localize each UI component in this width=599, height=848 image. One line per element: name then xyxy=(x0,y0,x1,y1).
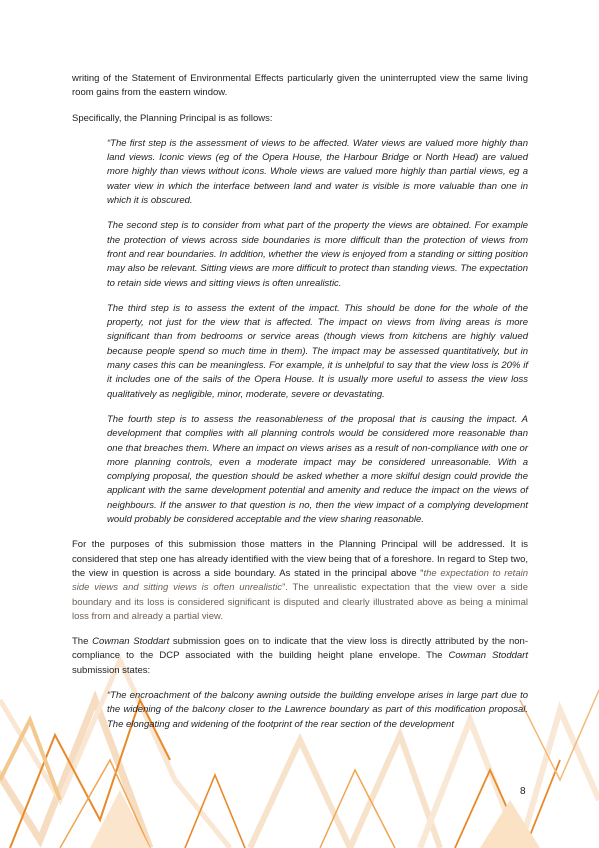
page-body xyxy=(72,72,528,732)
page-number: 8 xyxy=(520,786,526,797)
assessment-paragraph xyxy=(72,538,528,624)
assessment-text: For the purposes of this submission those matters in the Planning Principal will be addressed. It is considered that step one has already identified with the view being that of a foreshore. In regard to Step two, the view in question is across a side boundary. As stated in the principal above “ xyxy=(72,539,528,579)
quote-step-one: “The first step is the assessment of views to be affected. Water views are valued more highly than land views. Iconic views (eg of the Opera House, the Harbour Bridge or North Head) are valued more highly than views without icons. Whole views are valued more highly than partial views, eg a water view in which the interface between land and water is visible is more valuable than one in which it is obscured. xyxy=(107,137,528,207)
quote-step-three: The third step is to assess the extent of the impact. This should be done for the whole of the property, not just for the view that is affected. The impact on views from living areas is more significant than from bedrooms or service areas (though views from kitchens are highly valued because people spend so much time in them). The impact may be assessed quantitatively, but in many cases this can be meaningless. For example, it is unhelpful to say that the view loss is 20% if it includes one of the sails of the Opera House. It is usually more useful to assess the view loss qualitatively as negligible, minor, moderate, severe or devastating. xyxy=(107,302,528,400)
cowman-the: The xyxy=(72,636,93,648)
assessment-conclusion: The unrealistic expectation that the view over a side boundary and its loss is considered significant is disputed and clearly illustrated above as being a minimal loss from and already a partial view. xyxy=(72,582,528,622)
planning-principle-quote xyxy=(72,137,528,527)
encroachment-quote-text: “The encroachment of the balcony awning outside the building envelope arises in large part due to the widening of the balcony closer to the Lawrence boundary as part of this modification proposal. The elongating and widening of the footprint of the rear section of the development xyxy=(107,689,528,730)
cowman-paragraph xyxy=(72,635,528,678)
quote-step-two: The second step is to consider from what part of the property the views are obtained. For example the protection of views across side boundaries is more difficult than the protection of views from front and rear boundaries. In addition, whether the view is enjoyed from a standing or sitting position may also be relevant. Sitting views are more difficult to protect than standing views. The expectation to retain side views and sitting views is often unrealistic. xyxy=(107,220,528,289)
cowman-middle: submission goes on to indicate that the view loss is directly attributed by the non-compliance to the DCP associated with the building height plane envelope. The xyxy=(72,636,528,662)
specifically-line: Specifically, the Planning Principal is as follows: xyxy=(72,112,273,124)
cowman-name-second: Cowman Stoddart xyxy=(448,650,528,662)
cowman-name-first: Cowman Stoddart xyxy=(92,636,170,648)
encroachment-quote xyxy=(72,689,528,732)
assessment-quoted-text: the expectation to retain side views and sitting views is often unrealistic xyxy=(72,567,528,594)
cowman-end: submission states: xyxy=(72,664,151,676)
assessment-quote-close: ”. xyxy=(282,582,288,594)
quote-step-four: The fourth step is to assess the reasonableness of the proposal that is causing the impact. A development that complies with all planning controls would be considered more reasonable than one that breaches them. Where an impact on views arises as a result of non-compliance with one or more planning controls, even a moderate impact may be considered unreasonable. With a complying proposal, the question should be asked whether a more skilful design could provide the applicant with the same development potential and amenity and reduce the impact on the views of neighbours. If the answer to that question is no, then the view impact of a complying development would probably be considered acceptable and the view sharing reasonable. xyxy=(107,413,528,526)
intro-paragraph: writing of the Statement of Environmental Effects particularly given the uninterrupted view the same living room gains from the eastern window. xyxy=(72,73,528,99)
